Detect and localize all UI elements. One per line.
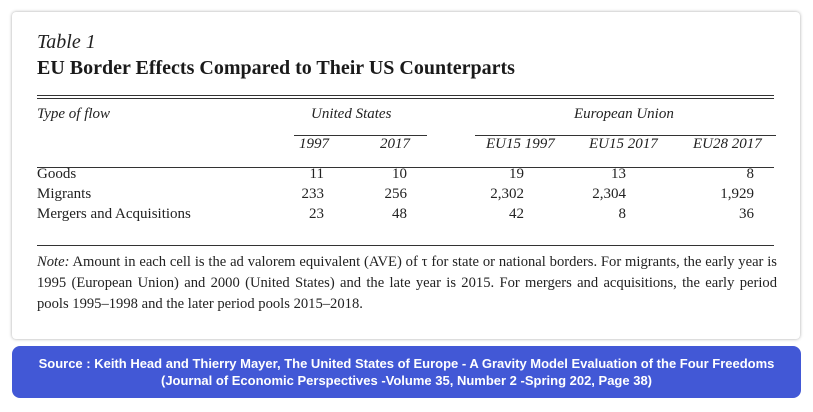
note-text: Amount in each cell is the ad valorem equivalent (AVE) of τ for state or national borders. For migrants, the early year is 1995 (European Union) and 2000 (United States) and the late year is 2015. For mergers and acquisitions, the early period pools 1995–1998 and the later period pools 2015–2018. [37,254,777,312]
table-cell: 36 [739,206,754,222]
source-text: Source : Keith Head and Thierry Mayer, The United States of Europe - A Gravity Model Evaluation of the Four Freedoms (Journal of Economic Perspectives -Volume 35, Number 2 -Spring 202, Page 38) [38,356,775,388]
table-cell: 10 [392,166,407,182]
table-label: Table 1 [37,31,96,53]
table-cell: 8 [618,206,626,222]
table-card [12,12,800,339]
note-prefix: Note: [37,254,70,270]
table-title: EU Border Effects Compared to Their US Counterparts [37,57,515,79]
table-cell: 8 [746,166,754,182]
table-cell: 2,302 [490,186,524,202]
col-header-eu28-2017: EU28 2017 [693,136,762,152]
table-cell: 11 [309,166,324,182]
table-cell: 1,929 [720,186,754,202]
table-cell: 19 [509,166,524,182]
group-header-eu: European Union [574,106,674,122]
table-cell: 256 [384,186,407,202]
table-cell: 233 [301,186,324,202]
row-label-goods: Goods [37,166,77,182]
bottom-rule [37,245,774,246]
top-rule [37,95,774,96]
col-header-1997: 1997 [299,136,329,152]
row-header: Type of flow [37,106,111,122]
col-header-2017: 2017 [380,136,410,152]
row-label-migrants: Migrants [37,186,92,202]
table-cell: 2,304 [592,186,626,202]
table-cell: 23 [309,206,324,222]
row-label-mergers: Mergers and Acquisitions [37,206,191,222]
table-note [37,252,777,315]
col-header-eu15-1997: EU15 1997 [486,136,555,152]
table-cell: 48 [392,206,407,222]
source-banner [12,346,801,398]
table-cell: 13 [611,166,626,182]
col-header-eu15-2017: EU15 2017 [589,136,658,152]
table-cell: 42 [509,206,524,222]
group-header-us: United States [311,106,392,122]
top-rule-second [37,98,774,99]
